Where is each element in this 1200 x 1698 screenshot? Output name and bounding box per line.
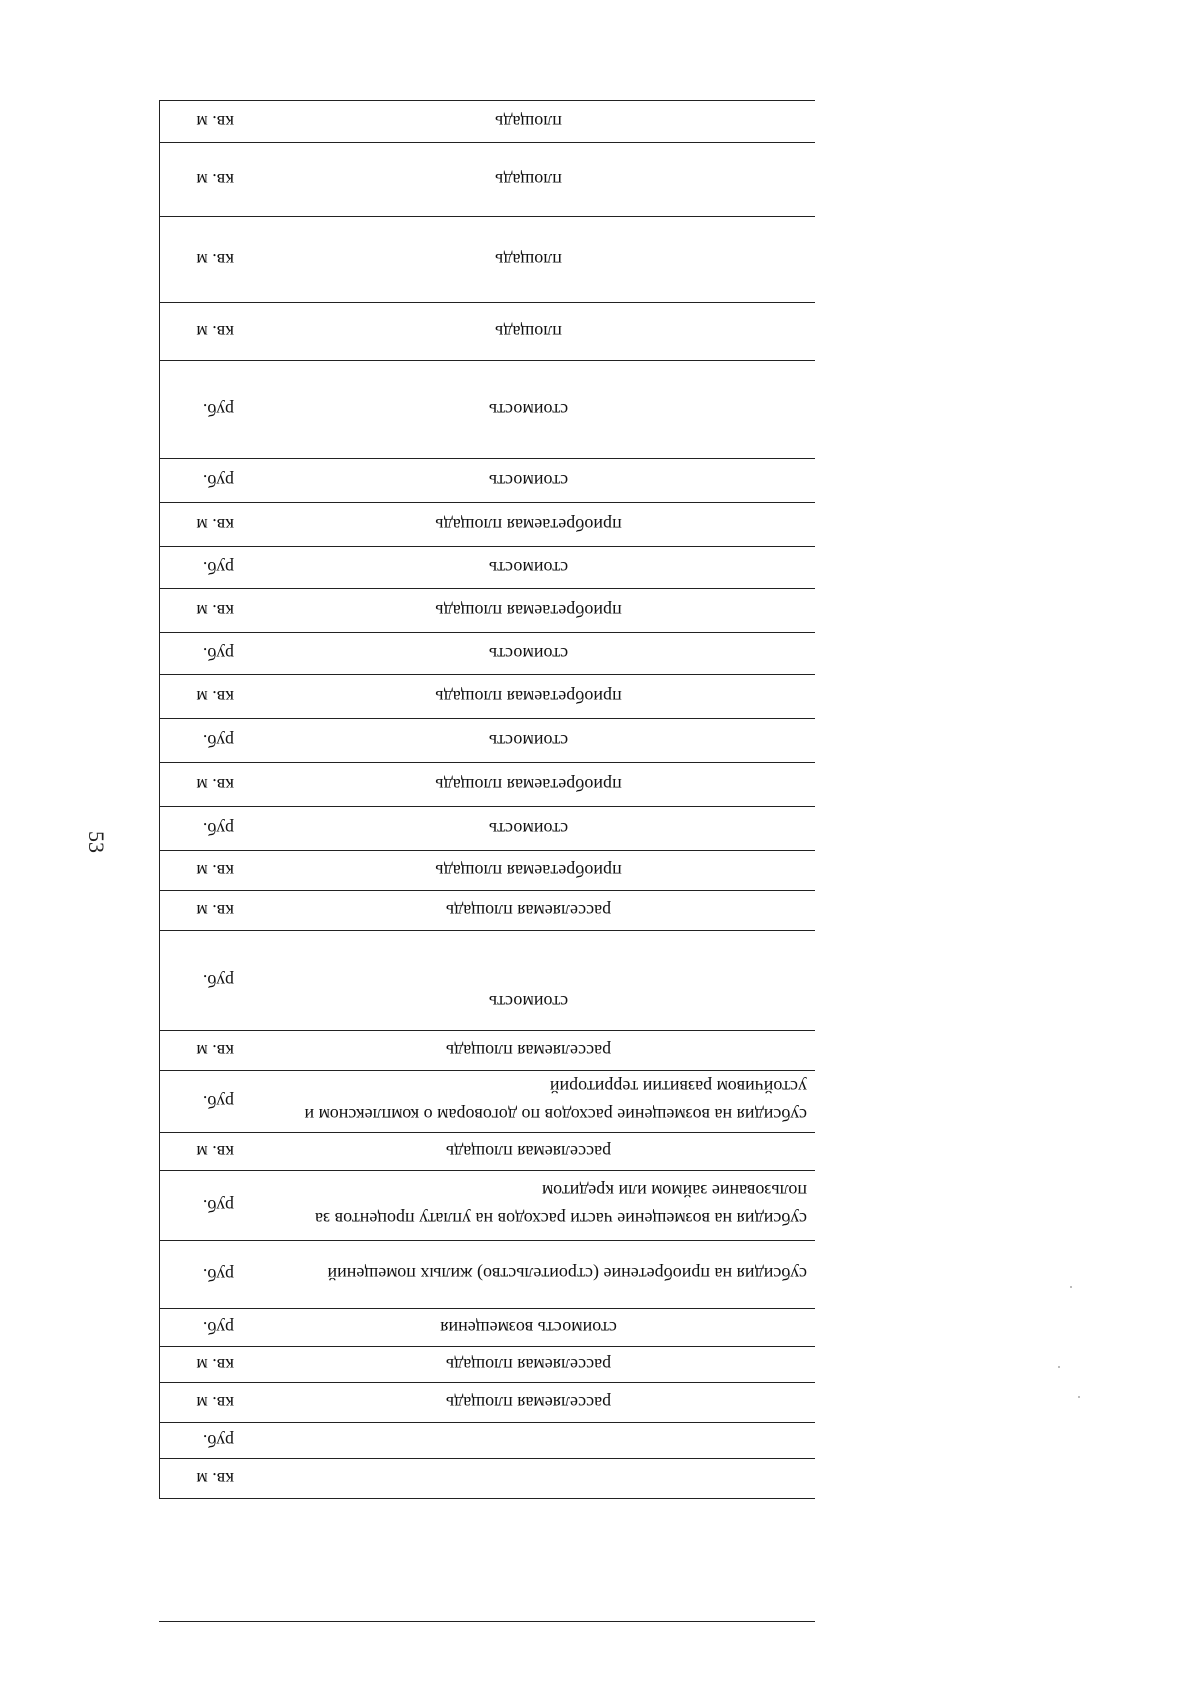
table-row	[160, 361, 816, 459]
row-label: стоимость	[242, 931, 815, 1031]
table-row	[160, 303, 816, 361]
row-label: расселяемая площадь	[242, 1347, 815, 1383]
table-row	[160, 101, 816, 143]
table-row	[160, 891, 816, 931]
row-label: площадь	[242, 101, 815, 143]
table-row	[160, 1133, 816, 1171]
row-unit: руб.	[160, 931, 243, 1031]
table-row	[160, 217, 816, 303]
scan-speck	[1058, 1366, 1060, 1368]
row-label: субсидия на приобретение (строительство) жилых помещений	[242, 1241, 815, 1309]
row-unit: руб.	[160, 719, 243, 763]
blank-header-row	[160, 1499, 816, 1622]
row-label: площадь	[242, 303, 815, 361]
row-unit: кв. м	[160, 1031, 243, 1071]
table-row	[160, 1347, 816, 1383]
row-unit: кв. м	[160, 763, 243, 807]
row-unit: кв. м	[160, 891, 243, 931]
row-label: расселяемая площадь	[242, 1133, 815, 1171]
row-label: стоимость	[242, 459, 815, 503]
row-unit: кв. м	[160, 101, 243, 143]
table-row	[160, 1171, 816, 1241]
row-label: расселяемая площадь	[242, 1383, 815, 1423]
table-row	[160, 1031, 816, 1071]
table-row	[160, 931, 816, 1031]
table-row	[160, 675, 816, 719]
row-label: площадь	[242, 143, 815, 217]
row-label: расселяемая площадь	[242, 1031, 815, 1071]
row-unit: кв. м	[160, 589, 243, 633]
row-label: стоимость	[242, 633, 815, 675]
row-unit: руб.	[160, 1423, 243, 1459]
table-row	[160, 1241, 816, 1309]
table-row	[160, 1459, 816, 1499]
row-unit: руб.	[160, 1309, 243, 1347]
table-row	[160, 547, 816, 589]
row-label: приобретаемая площадь	[242, 675, 815, 719]
row-label: приобретаемая площадь	[242, 763, 815, 807]
row-label: приобретаемая площадь	[242, 503, 815, 547]
row-unit: кв. м	[160, 303, 243, 361]
table-row	[160, 589, 816, 633]
table-row	[160, 633, 816, 675]
row-unit: кв. м	[160, 851, 243, 891]
row-unit: руб.	[160, 633, 243, 675]
row-label: стоимость	[242, 547, 815, 589]
row-label	[242, 1459, 815, 1499]
row-label: субсидия на возмещение части расходов на уплату процентов за пользование займом или кредитом	[242, 1171, 815, 1241]
table-row	[160, 503, 816, 547]
row-label: площадь	[242, 217, 815, 303]
scan-speck	[1070, 1286, 1072, 1288]
units-table	[159, 100, 815, 1674]
row-label: стоимость	[242, 361, 815, 459]
row-label: стоимость возмещения	[242, 1309, 815, 1347]
row-unit: руб.	[160, 361, 243, 459]
row-label: приобретаемая площадь	[242, 851, 815, 891]
scan-speck	[1078, 1396, 1080, 1398]
row-label: субсидия на возмещение расходов по договорам о комплексном и устойчивом развитии территорий	[242, 1071, 815, 1133]
row-unit: кв. м	[160, 503, 243, 547]
row-unit: кв. м	[160, 1459, 243, 1499]
blank-header-row	[160, 1622, 816, 1675]
row-unit: кв. м	[160, 143, 243, 217]
table-row	[160, 1423, 816, 1459]
row-unit: кв. м	[160, 1347, 243, 1383]
row-label: приобретаемая площадь	[242, 589, 815, 633]
table-row	[160, 807, 816, 851]
table-row	[160, 719, 816, 763]
table-row	[160, 1309, 816, 1347]
row-unit: руб.	[160, 1171, 243, 1241]
page-number: 53	[84, 831, 109, 853]
table-row	[160, 1071, 816, 1133]
row-label	[242, 1423, 815, 1459]
table-row	[160, 851, 816, 891]
row-unit: руб.	[160, 459, 243, 503]
row-label: стоимость	[242, 719, 815, 763]
row-label: стоимость	[242, 807, 815, 851]
row-unit: кв. м	[160, 675, 243, 719]
table-row	[160, 763, 816, 807]
row-unit: кв. м	[160, 217, 243, 303]
table-row	[160, 459, 816, 503]
row-label: расселяемая площадь	[242, 891, 815, 931]
row-unit: руб.	[160, 547, 243, 589]
row-unit: руб.	[160, 807, 243, 851]
table-row	[160, 1383, 816, 1423]
row-unit: кв. м	[160, 1383, 243, 1423]
row-unit: руб.	[160, 1241, 243, 1309]
row-unit: кв. м	[160, 1133, 243, 1171]
table-row	[160, 143, 816, 217]
row-unit: руб.	[160, 1071, 243, 1133]
